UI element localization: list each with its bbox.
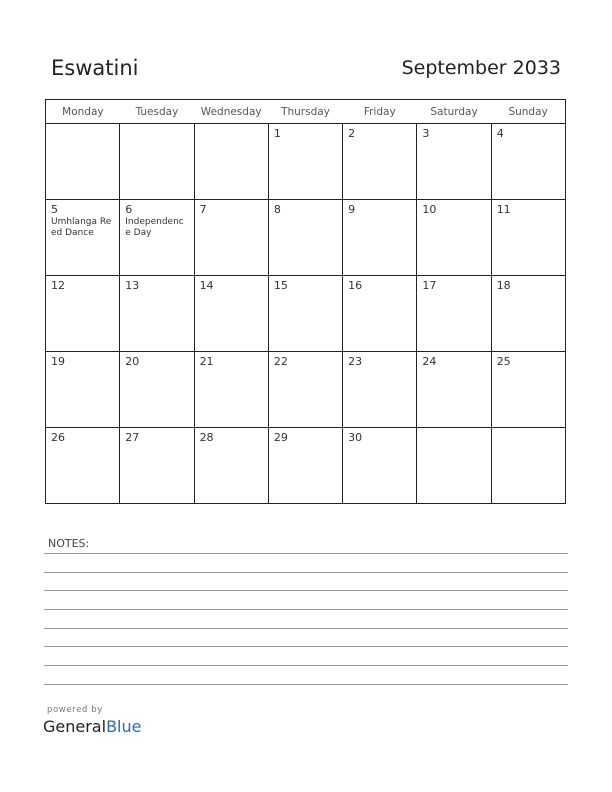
powered-by-text: powered by [47, 705, 103, 715]
day-number: 12 [51, 279, 65, 292]
day-cell [417, 352, 491, 428]
day-cell [491, 276, 565, 352]
day-cell [343, 276, 417, 352]
day-cell [194, 276, 268, 352]
weekday-header: Thursday [268, 100, 342, 124]
day-cell [268, 428, 342, 504]
day-cell [120, 428, 194, 504]
day-number: 13 [125, 279, 140, 292]
calendar-week-row [46, 352, 566, 428]
day-cell [491, 200, 565, 276]
day-number: 9 [348, 203, 356, 216]
day-cell [120, 352, 194, 428]
brand-logo [43, 717, 141, 736]
calendar-week-row [46, 428, 566, 504]
day-number: 24 [422, 355, 437, 368]
notes-label: NOTES: [48, 537, 90, 550]
weekday-header: Monday [46, 100, 120, 124]
day-cell [194, 428, 268, 504]
day-number: 18 [496, 279, 511, 292]
notes-line [44, 590, 568, 591]
day-cell [417, 276, 491, 352]
weekday-header: Sunday [491, 100, 565, 124]
weekday-header: Friday [343, 100, 417, 124]
brand-general: General [43, 717, 107, 736]
day-cell [343, 352, 417, 428]
day-number: 19 [51, 355, 65, 368]
notes-line [44, 665, 568, 666]
day-cell [46, 428, 120, 504]
day-number: 21 [199, 355, 214, 368]
day-number: 3 [422, 127, 430, 140]
day-cell [491, 124, 565, 200]
day-cell [417, 124, 491, 200]
weekday-header: Wednesday [194, 100, 268, 124]
day-cell [268, 276, 342, 352]
day-cell [46, 276, 120, 352]
day-cell [491, 428, 565, 504]
day-number: 11 [496, 203, 511, 216]
day-number: 6 [125, 203, 133, 216]
notes-line [44, 684, 568, 685]
day-cell [268, 124, 342, 200]
day-number: 16 [348, 279, 363, 292]
day-cell [120, 200, 194, 276]
day-number: 27 [125, 431, 140, 444]
calendar-grid [45, 99, 566, 504]
day-number: 17 [422, 279, 437, 292]
day-cell [194, 352, 268, 428]
brand-blue: Blue [106, 717, 142, 736]
day-number: 20 [125, 355, 140, 368]
day-number: 5 [51, 203, 58, 216]
calendar-body [46, 124, 566, 504]
day-number: 15 [273, 279, 288, 292]
weekday-header: Tuesday [120, 100, 194, 124]
notes-line [44, 628, 568, 629]
day-number: 2 [348, 127, 356, 140]
day-number: 10 [422, 203, 437, 216]
notes-line [44, 646, 568, 647]
calendar-week-row [46, 276, 566, 352]
holiday-label: Umhlanga Reed Dance [51, 217, 112, 238]
day-cell [343, 124, 417, 200]
day-number: 4 [496, 127, 504, 140]
day-number: 30 [348, 431, 363, 444]
day-number: 25 [496, 355, 511, 368]
day-cell [268, 200, 342, 276]
day-number: 14 [199, 279, 214, 292]
day-cell [194, 124, 268, 200]
day-number: 7 [199, 203, 207, 216]
day-cell [120, 124, 194, 200]
day-cell [491, 352, 565, 428]
day-cell [268, 352, 342, 428]
day-cell [120, 276, 194, 352]
notes-line [44, 572, 568, 573]
day-cell [417, 200, 491, 276]
holiday-label: Independence Day [125, 217, 184, 238]
day-cell [343, 428, 417, 504]
day-cell [46, 124, 120, 200]
day-cell [343, 200, 417, 276]
day-cell [46, 352, 120, 428]
day-number: 28 [199, 431, 214, 444]
day-number: 29 [273, 431, 288, 444]
weekday-header: Saturday [417, 100, 491, 124]
day-number: 26 [51, 431, 65, 444]
weekday-header-row [46, 100, 566, 124]
day-cell [417, 428, 491, 504]
day-number: 23 [348, 355, 363, 368]
calendar-week-row [46, 200, 566, 276]
day-number: 8 [273, 203, 281, 216]
notes-line [44, 553, 568, 554]
day-cell [46, 200, 120, 276]
country-title: Eswatini [51, 56, 139, 80]
month-year-title: September 2033 [401, 57, 561, 79]
day-cell [194, 200, 268, 276]
day-number: 22 [273, 355, 288, 368]
notes-line [44, 609, 568, 610]
day-number: 1 [273, 127, 281, 140]
calendar-week-row [46, 124, 566, 200]
